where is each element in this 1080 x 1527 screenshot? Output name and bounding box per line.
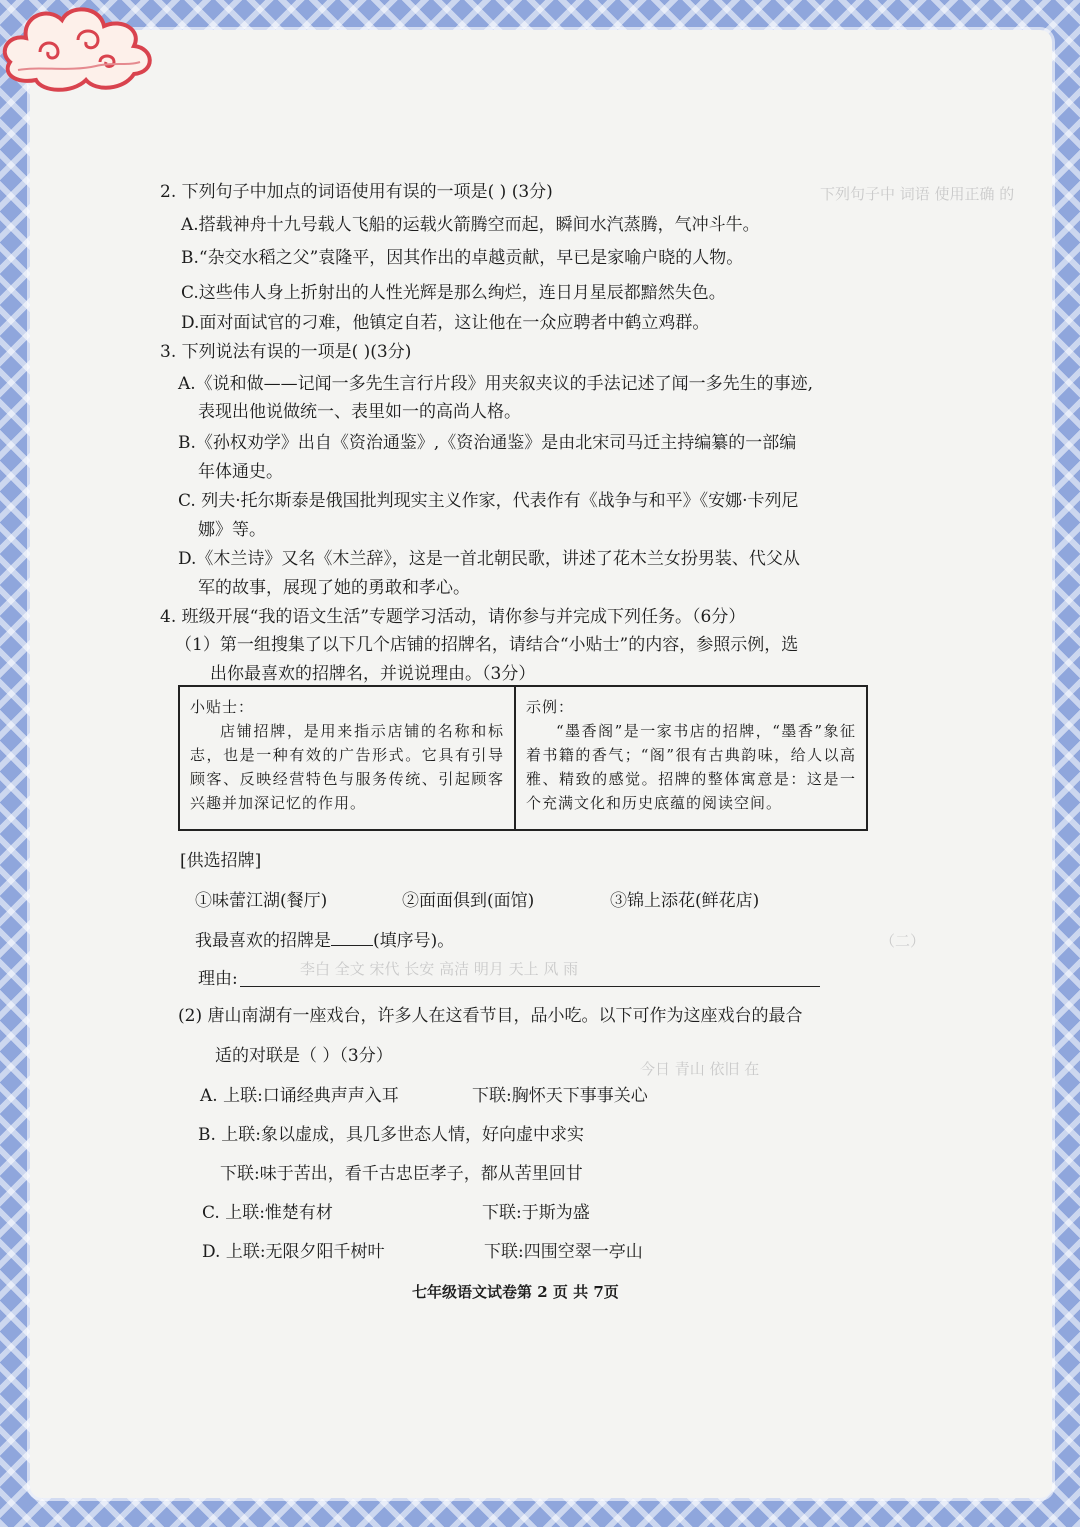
tip-title: 小贴士：	[190, 698, 255, 716]
favorite-prompt-text: 我最喜欢的招牌是	[195, 931, 331, 951]
q4-stem: 4. 班级开展“我的语文生活”专题学习活动，请你参与并完成下列任务。（6分）	[160, 607, 746, 627]
tip-body: 店铺招牌，是用来指示店铺的名称和标志，也是一种有效的广告形式。它具有引导顾客、反映经营特色与服务传统、引起顾客兴趣并加深记忆的作用。	[190, 722, 504, 812]
couplet-a-upper: A. 上联:口诵经典声声入耳	[200, 1086, 399, 1106]
favorite-prompt-suffix: (填序号)。	[373, 931, 455, 951]
favorite-signboard-prompt	[195, 929, 454, 952]
q2-option-d: D.面对面试官的刁难，他镇定自若，这让他在一众应聘者中鹤立鸡群。	[181, 313, 710, 333]
bleed-through-text: 今日 青山 依旧 在	[640, 1060, 760, 1078]
q2-option-b: B.“杂交水稻之父”袁隆平，因其作出的卓越贡献，早已是家喻户晓的人物。	[181, 248, 744, 268]
auspicious-cloud-icon	[0, 0, 156, 100]
signboard-options-label: [供选招牌]	[180, 851, 262, 871]
q4-sub1-instruction: （1）第一组搜集了以下几个店铺的招牌名，请结合“小贴士”的内容，参照示例，选	[175, 635, 799, 655]
signboard-option-2: ②面面俱到(面馆)	[402, 891, 535, 911]
example-cell	[516, 687, 866, 829]
couplet-d-lower: 下联:四围空翠一亭山	[484, 1242, 643, 1262]
q4-sub2-instruction: (2) 唐山南湖有一座戏台，许多人在这看节目，品小吃。以下可作为这座戏台的最合	[178, 1006, 803, 1026]
q3-option-c-cont: 娜》等。	[198, 520, 266, 540]
q3-option-b-cont: 年体通史。	[198, 462, 283, 482]
couplet-a-lower: 下联:胸怀天下事事关心	[472, 1086, 648, 1106]
couplet-b-lower: 下联:味于苦出，看千古忠臣孝子，都从苦里回甘	[220, 1164, 583, 1184]
bleed-through-text: 李白 全文 宋代 长安 高洁 明月 天上 风 雨	[300, 960, 579, 978]
couplet-b-upper: B. 上联:象以虚成，具几多世态人情，好向虚中求实	[198, 1125, 585, 1145]
q2-option-a: A.搭载神舟十九号载人飞船的运载火箭腾空而起，瞬间水汽蒸腾，气冲斗牛。	[181, 215, 760, 235]
q3-option-d-cont: 军的故事，展现了她的勇敢和孝心。	[198, 578, 470, 598]
bleed-through-text: （二）	[880, 932, 926, 950]
q3-stem: 3. 下列说法有误的一项是( )(3分)	[160, 342, 412, 362]
reason-label: 理由:	[198, 969, 238, 989]
q2-stem: 2. 下列句子中加点的词语使用有误的一项是( ) (3分)	[160, 182, 553, 202]
example-body: “墨香阁”是一家书店的招牌，“墨香”象征着书籍的香气；“阁”很有古典韵味，给人以高雅、精致的感觉。招牌的整体寓意是：这是一个充满文化和历史底蕴的阅读空间。	[526, 722, 856, 812]
q4-sub2-instruction-cont: 适的对联是（ ）（3分）	[215, 1046, 393, 1066]
favorite-answer-blank[interactable]	[331, 929, 373, 946]
q3-option-a-cont: 表现出他说做统一、表里如一的高尚人格。	[198, 402, 521, 422]
q2-option-c: C.这些伟人身上折射出的人性光辉是那么绚烂，连日月星辰都黯然失色。	[181, 283, 726, 303]
signboard-option-3: ③锦上添花(鲜花店)	[610, 891, 760, 911]
q3-option-a: A.《说和做——记闻一多先生言行片段》用夹叙夹议的手法记述了闻一多先生的事迹,	[178, 374, 814, 394]
q4-sub1-instruction-cont: 出你最喜欢的招牌名，并说说理由。（3分）	[210, 664, 536, 684]
reason-answer-line[interactable]	[240, 986, 820, 987]
couplet-c-upper: C. 上联:惟楚有材	[202, 1203, 333, 1223]
signboard-option-1: ①味蕾江湖(餐厅)	[195, 891, 328, 911]
example-title: 示例：	[526, 698, 575, 716]
couplet-d-upper: D. 上联:无限夕阳千树叶	[202, 1242, 385, 1262]
tip-cell	[180, 687, 516, 829]
q3-option-c: C. 列夫·托尔斯泰是俄国批判现实主义作家，代表作有《战争与和平》《安娜·卡列尼	[178, 491, 799, 511]
page-footer: 七年级语文试卷第 2 页 共 7页	[412, 1283, 619, 1301]
couplet-c-lower: 下联:于斯为盛	[482, 1203, 590, 1223]
q3-option-b: B.《孙权劝学》出自《资治通鉴》,《资治通鉴》是由北宋司马迁主持编纂的一部编	[178, 433, 797, 453]
q3-option-d: D.《木兰诗》又名《木兰辞》，这是一首北朝民歌，讲述了花木兰女扮男装、代父从	[178, 549, 800, 569]
bleed-through-text: 下列句子中 词语 使用正确 的	[820, 185, 1015, 203]
tip-example-table	[178, 685, 868, 831]
